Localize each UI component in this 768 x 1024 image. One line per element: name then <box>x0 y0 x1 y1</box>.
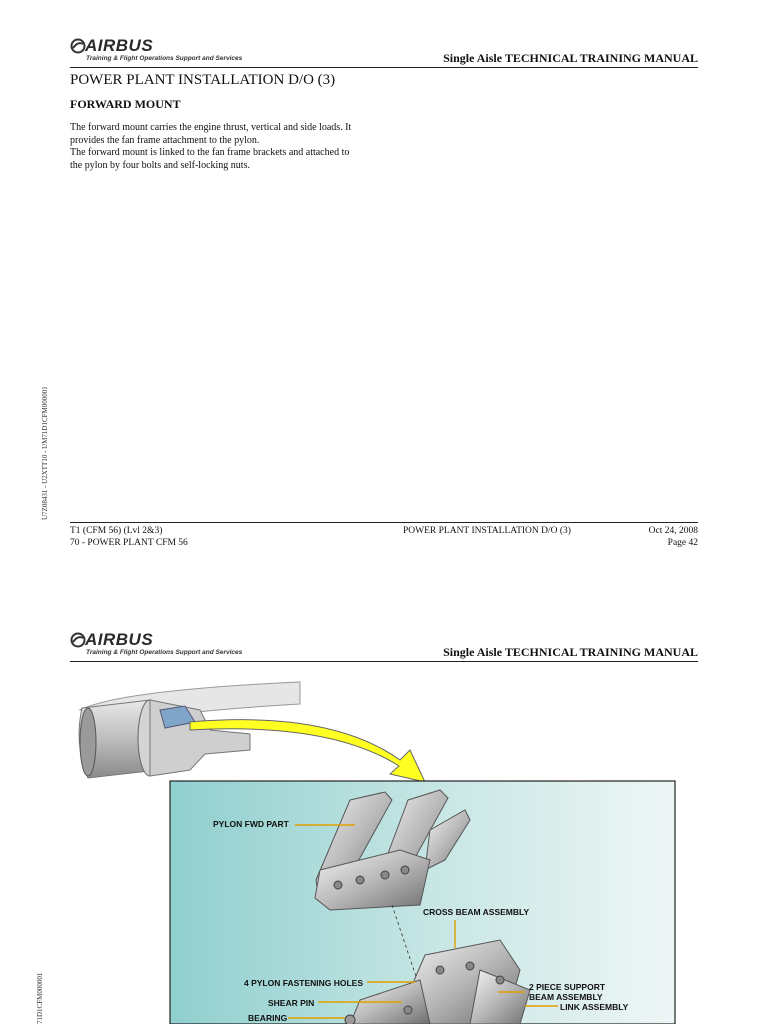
airbus-logo <box>70 36 245 66</box>
footer-page: Page 42 <box>667 538 698 548</box>
label-pylon-fwd-part: PYLON FWD PART <box>213 819 289 829</box>
footer-left-2: 70 - POWER PLANT CFM 56 <box>70 538 188 548</box>
header-rule <box>70 661 698 662</box>
header-rule <box>70 67 698 68</box>
manual-title: Single Aisle TECHNICAL TRAINING MANUAL <box>443 645 698 659</box>
body-line: the pylon by four bolts and self-locking nuts. <box>70 159 250 171</box>
label-pylon-fastening-holes: 4 PYLON FASTENING HOLES <box>244 978 364 988</box>
logo-brand: AIRBUS <box>85 36 154 55</box>
footer-date: Oct 24, 2008 <box>648 526 698 536</box>
label-cross-beam-assembly: CROSS BEAM ASSEMBLY <box>423 907 530 917</box>
side-code: U7Z08431 - U2XTT10 - UM71D1CFM000001 <box>41 386 49 520</box>
body-line: The forward mount carries the engine thrust, vertical and side loads. It <box>70 122 352 133</box>
section-title: POWER PLANT INSTALLATION D/O (3) <box>70 72 336 88</box>
label-support-beam-1: 2 PIECE SUPPORT <box>529 982 606 992</box>
footer-left-1: T1 (CFM 56) (Lvl 2&3) <box>70 526 163 536</box>
side-code: 71D1CFM000001 <box>36 972 44 1024</box>
manual-title: Single Aisle TECHNICAL TRAINING MANUAL <box>443 51 698 65</box>
subheading: FORWARD MOUNT <box>70 97 181 111</box>
forward-mount-illustration <box>0 670 768 1024</box>
label-bearing: BEARING <box>248 1013 288 1023</box>
body-line: provides the fan frame attachment to the pylon. <box>70 134 260 146</box>
body-text <box>70 122 351 172</box>
logo-brand: AIRBUS <box>85 630 154 649</box>
footer-rule <box>70 522 698 523</box>
airbus-swirl-icon <box>70 38 86 54</box>
logo-tagline: Training & Flight Operations Support and Services <box>86 649 243 656</box>
label-shear-pin: SHEAR PIN <box>268 998 315 1008</box>
logo-tagline: Training & Flight Operations Support and Services <box>86 55 243 62</box>
footer-center: POWER PLANT INSTALLATION D/O (3) <box>403 526 571 536</box>
label-support-beam-2: BEAM ASSEMBLY <box>529 992 603 1002</box>
airbus-swirl-icon <box>70 632 86 648</box>
body-line: The forward mount is linked to the fan frame brackets and attached to <box>70 147 350 158</box>
airbus-logo <box>70 630 245 660</box>
label-link-assembly: LINK ASSEMBLY <box>560 1002 629 1012</box>
